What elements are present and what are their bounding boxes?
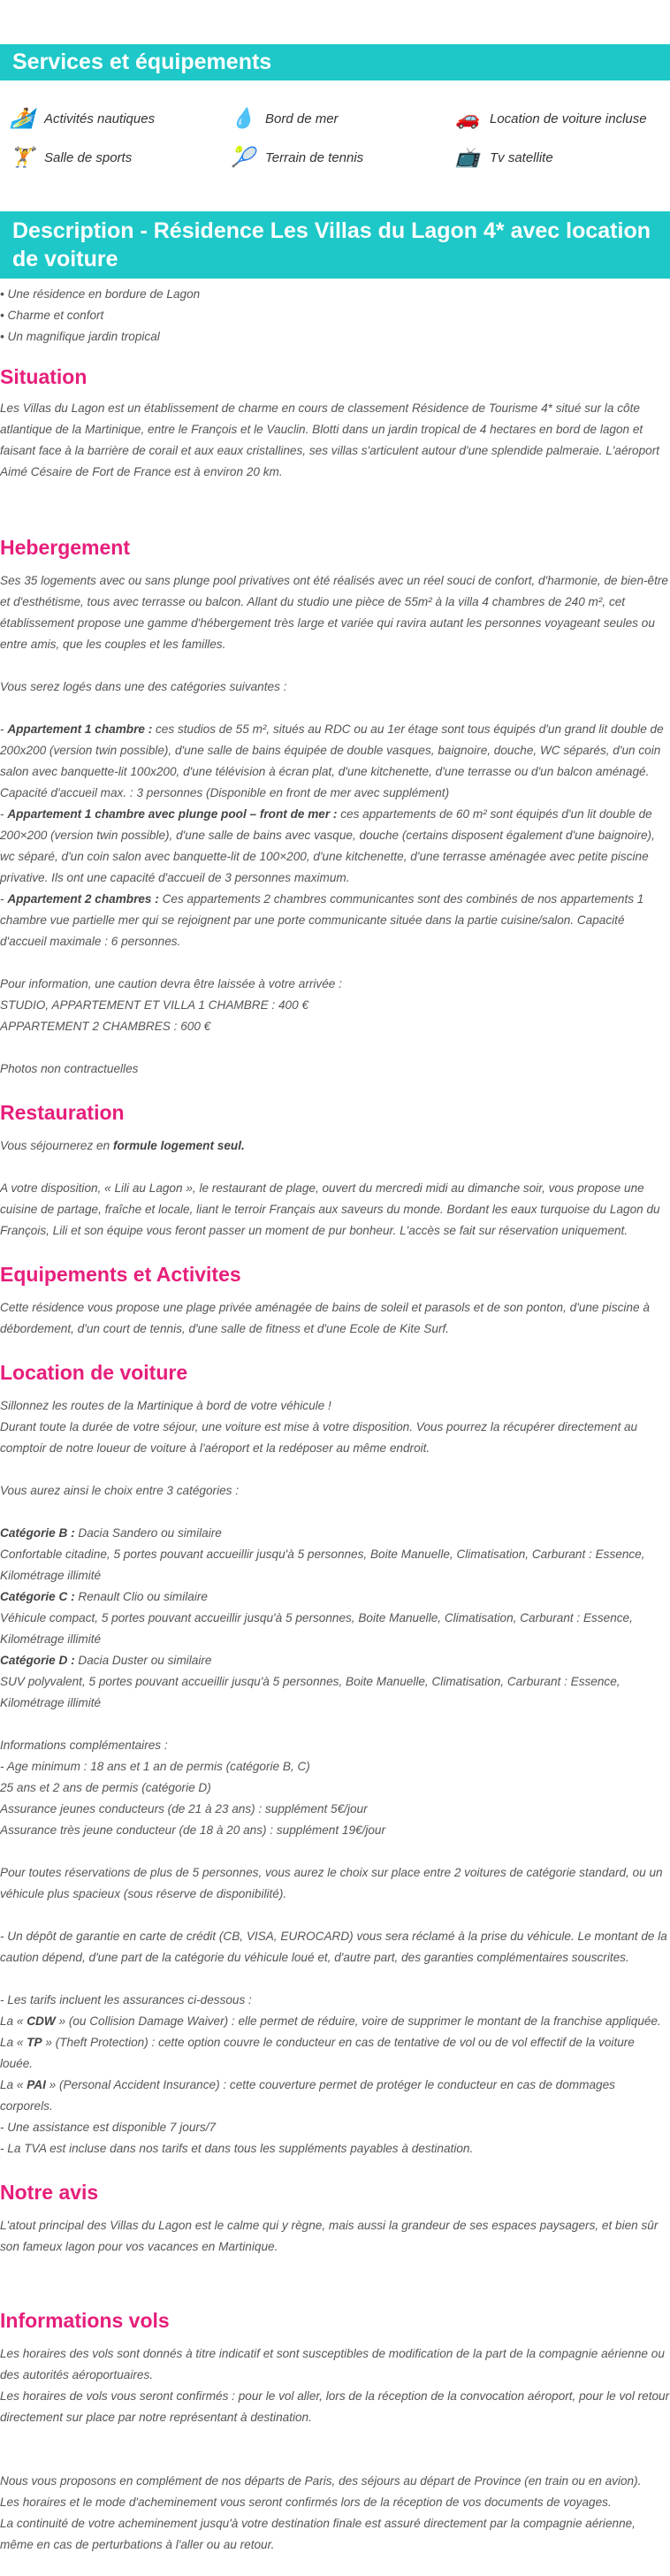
tennis-icon: 🎾 — [231, 146, 255, 168]
car-icon: 🚗 — [455, 107, 480, 129]
service-item — [230, 144, 454, 171]
caution-line: Pour information, une caution devra être laissée à votre arrivée : — [0, 977, 342, 990]
assurance-intro: - Les tarifs incluent les assurances ci-dessous : — [0, 1993, 252, 2007]
situation-text: Les Villas du Lagon est un établissement de charme en cours de classement Résidence de Tourisme 4* situé sur la côte atlantique de la Martinique, entre le François et le Vauclin. Blotti dans un jardin tropical de 4 hectares en bord de lagon et faisant face à la barrière de corail et aux eaux cristallines, ses villas s'articulent autour d'une splendide palmeraie. L'aéroport Aimé Césaire de Fort de France est à environ 20 km. — [0, 401, 660, 478]
info-line: Assurance jeunes conducteurs (de 21 à 23 ans) : supplément 5€/jour — [0, 1802, 368, 1815]
service-label: Tv satellite — [490, 149, 553, 165]
service-label: Salle de sports — [44, 149, 133, 165]
reservation-text: Pour toutes réservations de plus de 5 personnes, vous aurez le choix sur place entre 2 voitures de catégorie standard, ou un véhicule plus spacieux (sous réserve de disponibilité). — [0, 1866, 663, 1900]
apartment-2-label: Appartement 1 chambre avec plunge pool – front de mer : — [7, 807, 338, 821]
caution-line: APPARTEMENT 2 CHAMBRES : 600 € — [0, 1020, 211, 1033]
category-b-text: Confortable citadine, 5 portes pouvant accueillir jusqu'à 5 personnes, Boite Manuelle, Climatisation, Carburant : Essence, Kilométrage illimité — [0, 1548, 645, 1582]
service-label: Terrain de tennis — [265, 149, 364, 165]
service-label: Location de voiture incluse — [490, 111, 647, 126]
vols-line: Les horaires de vols vous seront confirmés : pour le vol aller, lors de la réception de la convocation aéroport, pour le vol retour directement sur place par notre représentant à destination. — [0, 2389, 670, 2424]
restauration-heading: Restauration — [0, 1101, 125, 1124]
restauration-formule: Vous séjournerez en formule logement seul. — [0, 1139, 245, 1152]
apartment-2-desc: - Appartement 1 chambre avec plunge pool – front de mer : ces appartements de 60 m² sont équipés d'un lit double de 200×200 (version twin possible), d'une salle de bains avec vasque, douche (certains disposent également d'une baignoire), wc séparé, d'un coin salon avec banquette-lit de 100×200, d'une kitchenette, d'une terrasse aménagée avec petite piscine privative. Ils ont une capacité d'accueil de 3 personnes maximum. — [0, 807, 655, 884]
list-item: • Un magnifique jardin tropical — [0, 330, 160, 343]
hebergement-intro: Ses 35 logements avec ou sans plunge pool privatives ont été réalisés avec un réel souci de confort, d'harmonie, de bien-être et d'esthétisme, tous avec terrasse ou balcon. Allant du studio une pièce de 55m² à la villa 4 chambres de 240 m², cet établissement propose une gamme d'hébergement très large et variée qui ravira autant les personnes voyageant seules ou entre amis, que les couples et les familles. — [0, 574, 668, 651]
category-c-text: Véhicule compact, 5 portes pouvant accueillir jusqu'à 5 personnes, Boite Manuelle, Climatisation, Carburant : Essence, Kilométrage illimité — [0, 1611, 633, 1646]
photos-note: Photos non contractuelles — [0, 1062, 139, 1075]
service-label: Bord de mer — [265, 111, 339, 126]
service-label: Activités nautiques — [44, 111, 156, 126]
service-item — [230, 105, 454, 132]
tva-line: - La TVA est incluse dans nos tarifs et dans tous les suppléments payables à destination. — [0, 2142, 474, 2155]
assurance-cdw: La « CDW » (ou Collision Damage Waiver) : elle permet de réduire, voire de supprimer le montant de la franchise appliquée. — [0, 2014, 661, 2028]
tv-icon: 📺 — [455, 146, 480, 168]
info-line: Assurance très jeune conducteur (de 18 à 20 ans) : supplément 19€/jour — [0, 1823, 386, 1837]
description-bullets — [0, 284, 670, 348]
situation-heading: Situation — [0, 365, 88, 388]
vols-line: Les horaires des vols sont donnés à titre indicatif et sont susceptibles de modification de la part de la compagnie aérienne ou des autorités aéroportuaires. — [0, 2347, 665, 2381]
services-grid — [0, 80, 670, 168]
hebergement-heading: Hebergement — [0, 536, 130, 559]
hebergement-cats-intro: Vous serez logés dans une des catégories suivantes : — [0, 680, 287, 693]
location-p1b: Durant toute la durée de votre séjour, une voiture est mise à votre disposition. Vous pourrez la récupérer directement au comptoir de notre loueur de voiture à l'aéroport et la redéposer au même endroit. — [0, 1420, 638, 1455]
services-title: Services et équipements — [0, 44, 670, 80]
apartment-1-desc: - Appartement 1 chambre : ces studios de 55 m², situés au RDC ou au 1er étage sont tous équipés d'un grand lit double de 200x200 (version twin possible), d'une salle de bains équipée de double vasques, baignoire, douche, WC séparés, d'un coin salon avec banquette-lit 100x200, d'une télévision à écran plat, d'une kitchenette, d'une terrasse ou d'un balcon aménagé. Capacité d'accueil max. : 3 personnes (Disponible en front de mer avec supplément) — [0, 722, 664, 799]
equipements-text: Cette résidence vous propose une plage privée aménagée de bains de soleil et parasols et de son ponton, d'une piscine à débordement, d'un court de tennis, d'une salle de fitness et d'une Ecole de Kite Surf. — [0, 1301, 650, 1335]
service-item — [454, 105, 670, 132]
water-drop-icon: 💧 — [231, 107, 255, 129]
caution-line: STUDIO, APPARTEMENT ET VILLA 1 CHAMBRE : 400 € — [0, 998, 309, 1012]
vols-heading: Informations vols — [0, 2309, 170, 2332]
location-heading: Location de voiture — [0, 1361, 188, 1384]
top-spacer — [0, 0, 670, 44]
assistance-line: - Une assistance est disponible 7 jours/7 — [0, 2121, 217, 2134]
service-item — [9, 105, 230, 132]
list-item: • Une résidence en bordure de Lagon — [0, 287, 201, 301]
info-line: - Age minimum : 18 ans et 1 an de permis (catégorie B, C) — [0, 1760, 310, 1773]
description-title: Description - Résidence Les Villas du Lagon 4* avec location de voiture — [0, 211, 670, 279]
vols-line: Les horaires et le mode d'acheminement vous seront confirmés lors de la réception de vos documents de voyages. — [0, 2496, 612, 2509]
service-item — [454, 144, 670, 171]
restauration-text: A votre disposition, « Lili au Lagon », le restaurant de plage, ouvert du mercredi midi au dimanche soir, vous propose une cuisine de partage, fraîche et locale, liant le terroir Français aux saveurs du monde. Bordant les eaux turquoise du Lagon du François, Lili et son équipe vous feront passer un moment de pur bonheur. L'accès se fait sur réservation uniquement. — [0, 1181, 660, 1237]
assurance-tp: La « TP » (Theft Protection) : cette option couvre le conducteur en cas de tentative de vol ou de vol effectif de la voiture louée. — [0, 2036, 635, 2070]
kayak-icon: 🏄 — [10, 107, 34, 129]
category-c: Catégorie C : Renault Clio ou similaire — [0, 1590, 208, 1603]
location-p2: Vous aurez ainsi le choix entre 3 catégories : — [0, 1484, 240, 1497]
avis-text: L'atout principal des Villas du Lagon est le calme qui y règne, mais aussi la grandeur de ses espaces paysagers, et bien sûr son fameux lagon pour vos vacances en Martinique. — [0, 2219, 659, 2253]
apartment-3-label: Appartement 2 chambres : — [7, 892, 159, 906]
info-line: 25 ans et 2 ans de permis (catégorie D) — [0, 1781, 211, 1794]
location-p1a: Sillonnez les routes de la Martinique à bord de votre véhicule ! — [0, 1399, 331, 1412]
service-item — [9, 144, 230, 171]
vols-line: La continuité de votre acheminement jusqu'à votre destination finale est assuré directement par la compagnie aérienne, même en cas de perturbations à l'aller ou au retour. — [0, 2517, 636, 2551]
list-item: • Charme et confort — [0, 309, 104, 322]
apartment-3-desc: - Appartement 2 chambres : Ces appartements 2 chambres communicantes sont des combinés de nos appartements 1 chambre vue partielle mer qui se rejoignent par une porte communicante située dans la partie cuisine/salon. Capacité d'accueil maximale : 6 personnes. — [0, 892, 644, 948]
fitness-icon: 🏋 — [10, 146, 34, 168]
assurance-pai: La « PAI » (Personal Accident Insurance) : cette couverture permet de protéger le conducteur en cas de dommages corporels. — [0, 2078, 615, 2113]
category-d: Catégorie D : Dacia Duster ou similaire — [0, 1654, 212, 1667]
vols-line: Nous vous proposons en complément de nos départs de Paris, des séjours au départ de Province (en train ou en avion). — [0, 2474, 642, 2488]
equipements-heading: Equipements et Activites — [0, 1263, 241, 1286]
avis-heading: Notre avis — [0, 2181, 99, 2204]
apartment-1-label: Appartement 1 chambre : — [7, 722, 153, 736]
category-b: Catégorie B : Dacia Sandero ou similaire — [0, 1526, 222, 1540]
depot-text: - Un dépôt de garantie en carte de crédit (CB, VISA, EUROCARD) vous sera réclamé à la prise du véhicule. Le montant de la caution dépend, d'une part de la catégorie du véhicule loué et, d'autre part, des garanties complémentaires souscrites. — [0, 1930, 667, 1964]
category-d-text: SUV polyvalent, 5 portes pouvant accueillir jusqu'à 5 personnes, Boite Manuelle, Climatisation, Carburant : Essence, Kilométrage illimité — [0, 1675, 621, 1709]
info-line: Informations complémentaires : — [0, 1739, 168, 1752]
